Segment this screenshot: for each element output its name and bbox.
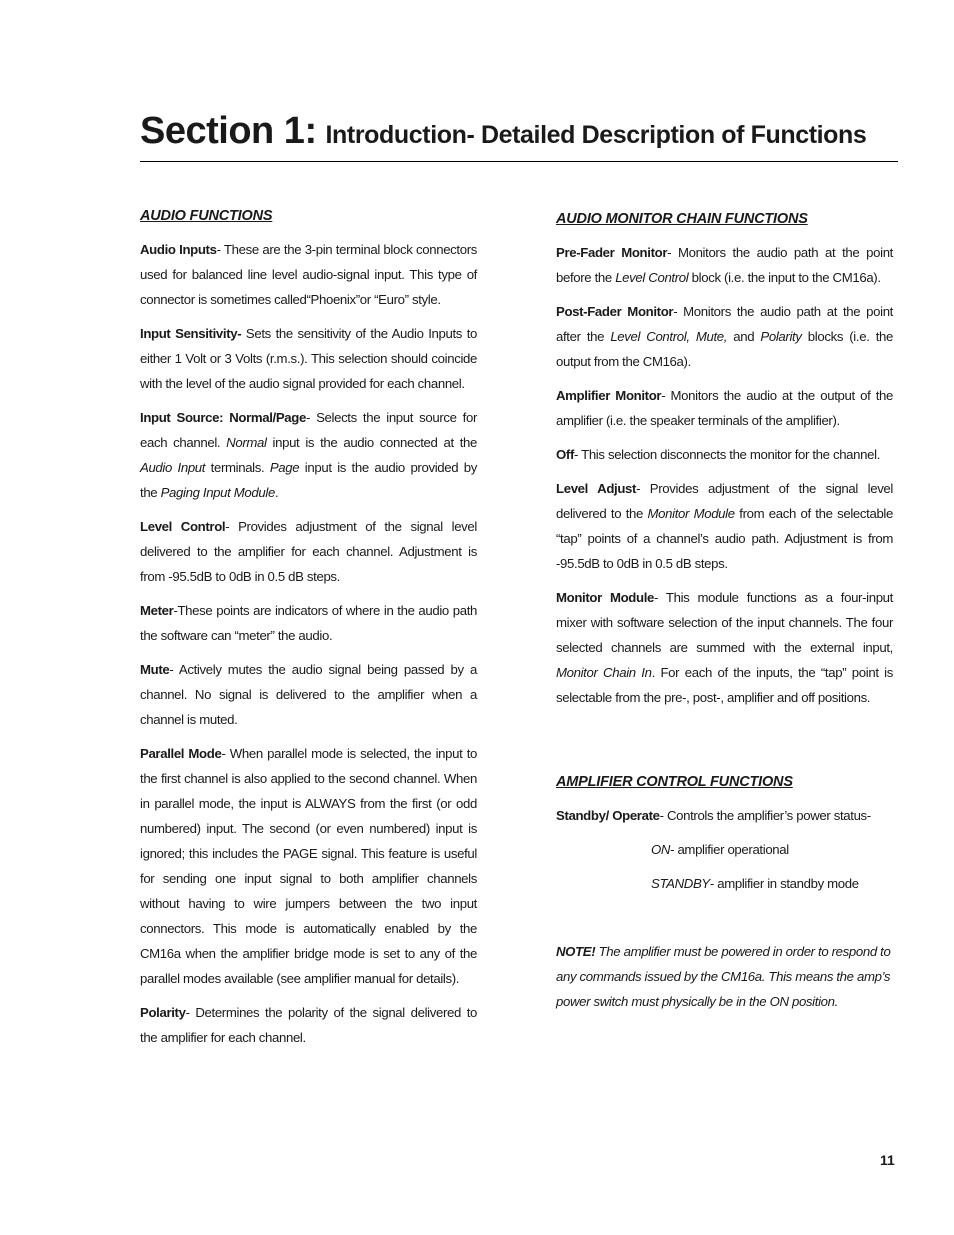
definition-text: - This module functions as a four-input mixer with software selection of the input channels. The four selected channels are summed with the external input, [556,590,893,655]
note-paragraph [556,939,893,1014]
definition-item [556,585,893,710]
definition-text: - Actively mutes the audio signal being passed by a channel. No signal is delivered to the amplifier when a channel is muted. [140,662,477,727]
definition-item [556,476,893,576]
definition-term: Level Adjust [556,481,637,496]
state-standby [556,871,893,896]
monitor-chain-heading: AUDIO MONITOR CHAIN FUNCTIONS [556,211,808,227]
definition-text: . [274,485,279,500]
definition-text: - Provides adjustment of the signal level delivered to the amplifier for each channel. Adjustment is from -95.5dB to 0dB in 0.5 dB steps. [140,519,477,584]
definition-item [556,299,893,374]
definition-item [140,657,477,732]
emphasis-text: Paging Input Module [160,485,275,500]
definition-item [140,321,477,396]
definition-text: - When parallel mode is selected, the input to the first channel is also applied to the second channel. When in parallel mode, the input is ALWAYS from the first (or odd numbered) input. The second (or even numbered) input is ignored; this includes the PAGE signal. This feature is useful for sending one input signal to both amplifier channels without having to wire jumpers between the two input connectors. This mode is automatically enabled by the CM16a when the amplifier bridge mode is set to any of the parallel modes available (see amplifier manual for details). [140,746,477,986]
emphasis-text: Level Control [615,270,689,285]
definition-text: blocks (i.e. the output from the CM16a). [556,329,893,369]
definition-item [140,237,477,312]
emphasis-text: Monitor Chain In [556,665,652,680]
definition-text: terminals. [205,460,270,475]
definition-item [556,383,893,433]
definition-text: - Monitors the audio path at the point before the [556,245,893,285]
definition-text: - These are the 3-pin terminal block connectors used for balanced line level audio-signal input. This type of connector is sometimes called“Phoenix”or “Euro” style. [140,242,478,307]
section-subtitle: Introduction- Detailed Description of Functions [325,121,867,149]
definition-text: . For each of the inputs, the “tap” point is selectable from the pre-, post-, amplifier and off positions. [556,665,893,705]
definition-term: Amplifier Monitor [556,388,662,403]
definition-text: - This selection disconnects the monitor for the channel. [574,447,881,462]
state-name: STANDBY [651,876,710,891]
definition-text: - Selects the input source for each channel. [140,410,477,450]
left-column [140,204,477,1059]
audio-functions-list [140,237,477,1050]
emphasis-text: Page [269,460,300,475]
definition-text: - Provides adjustment of the signal level delivered to the [556,481,893,521]
definition-term: Audio Inputs [140,242,217,257]
emphasis-text: Level Control, Mute, [610,329,728,344]
definition-term: Input Source: Normal/Page [140,410,306,425]
emphasis-text: Audio Input [140,460,206,475]
definition-item [140,514,477,589]
spacer [556,905,893,939]
definition-term: Monitor Module [556,590,655,605]
definition-term: Level Control [140,519,226,534]
definition-text: - Determines the polarity of the signal delivered to the amplifier for each channel. [140,1005,477,1045]
note-text: The amplifier must be powered in order to respond to any commands issued by the CM16a. This means the amp’s power switch must physically be in the ON position. [556,944,891,1009]
state-on [556,837,893,862]
definition-term: Mute [140,662,170,677]
definition-term: Polarity [140,1005,186,1020]
definition-item [140,405,477,505]
definition-term: Standby/ Operate [556,808,660,823]
page-number: 11 [880,1152,895,1168]
state-desc: - amplifier operational [670,842,789,857]
definition-text: Sets the sensitivity of the Audio Inputs to either 1 Volt or 3 Volts (r.m.s.). This selection should coincide with the level of the audio signal provided for each channel. [140,326,477,391]
right-column [556,207,893,1023]
definition-term: Off [556,447,574,462]
definition-term: Parallel Mode [140,746,222,761]
definition-text: block (i.e. the input to the CM16a). [688,270,881,285]
definition-term: Post-Fader Monitor [556,304,674,319]
state-name: ON [651,842,671,857]
definition-text: input is the audio provided by the [140,460,477,500]
page-title [140,112,898,150]
definition-text: input is the audio connected at the [266,435,477,450]
amplifier-control-heading: AMPLIFIER CONTROL FUNCTIONS [556,774,793,790]
title-rule [140,161,898,162]
definition-item [140,598,477,648]
monitor-functions-list [556,240,893,710]
definition-text: - Controls the amplifier’s power status- [659,808,871,823]
definition-text: - Monitors the audio path at the point after the [556,304,893,344]
emphasis-text: Monitor Module [647,506,735,521]
definition-term: Pre-Fader Monitor [556,245,668,260]
emphasis-text: Normal [226,435,267,450]
definition-term: Meter [140,603,174,618]
note-label: NOTE! [556,944,596,959]
definition-item [140,741,477,991]
audio-functions-heading: AUDIO FUNCTIONS [140,208,273,224]
standby-operate-item [556,803,893,828]
definition-text: -These points are indicators of where in the audio path the software can “meter” the audio. [140,603,477,643]
state-desc: - amplifier in standby mode [709,876,859,891]
section-number: Section 1: [140,110,317,152]
definition-text: - Monitors the audio at the output of the amplifier (i.e. the speaker terminals of the amplifier). [556,388,893,428]
definition-item [556,442,893,467]
emphasis-text: Polarity [760,329,802,344]
definition-text: and [727,329,761,344]
spacer [556,719,893,770]
definition-term: Input Sensitivity- [140,326,242,341]
definition-item [556,240,893,290]
definition-text: from each of the selectable “tap” points of a channel’s audio path. Adjustment is from -95.5dB to 0dB in 0.5 dB steps. [556,506,893,571]
definition-item [140,1000,477,1050]
